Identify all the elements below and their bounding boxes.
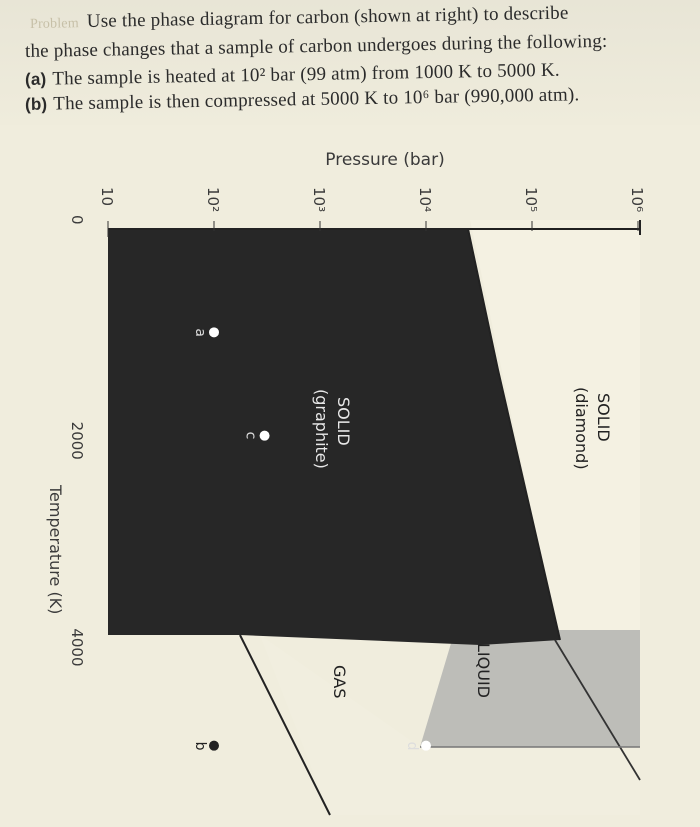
problem-line-1 — [30, 3, 569, 34]
pressure-tick-label: 10⁴ — [416, 187, 434, 213]
label-graphite-line2: (graphite) — [312, 389, 331, 469]
temperature-tick-label: 2000 — [68, 421, 86, 460]
label-liquid-text: LIQUID — [474, 643, 493, 698]
state-point-label-b: b — [192, 741, 208, 751]
pressure-tick-label: 10⁶ — [628, 187, 646, 213]
state-point-label-c: c — [242, 431, 259, 440]
label-gas — [330, 665, 349, 699]
label-diamond-line1: SOLID — [594, 393, 613, 442]
state-point-c — [260, 431, 270, 441]
temperature-axis-label: Temperature (K) — [46, 485, 65, 615]
pressure-axis-label: Pressure (bar) — [325, 150, 445, 170]
state-point-label-d: d — [404, 741, 420, 751]
label-liquid — [474, 643, 493, 698]
part-b-label: (b) — [24, 94, 48, 114]
pressure-tick-label: 10² — [204, 187, 222, 213]
pressure-tick-label: 10⁵ — [522, 187, 540, 213]
phase-diagram-svg — [0, 125, 700, 827]
state-point-d — [421, 741, 431, 751]
part-b-text: The sample is then compressed at 5000 K to 10⁶ bar (990,000 atm). — [53, 84, 580, 115]
problem-line-1-text: Use the phase diagram for carbon (shown at right) to describe — [86, 2, 569, 33]
phase-diagram — [0, 125, 700, 827]
problem-statement — [0, 0, 700, 125]
label-gas-text: GAS — [330, 665, 349, 699]
temperature-tick-label: 4000 — [68, 628, 86, 667]
state-point-label-a: a — [192, 328, 208, 337]
pressure-tick-label: 10³ — [310, 187, 328, 213]
problem-tag: Problem — [29, 16, 79, 32]
part-a-label: (a) — [24, 69, 47, 89]
label-graphite-line1: SOLID — [334, 397, 353, 446]
temperature-tick-label: 0 — [68, 215, 86, 225]
state-point-b — [209, 741, 219, 751]
part-a-text: The sample is heated at 10² bar (99 atm) from 1000 K to 5000 K. — [52, 59, 560, 90]
label-diamond-line2: (diamond) — [572, 387, 591, 470]
state-point-a — [209, 327, 219, 337]
pressure-tick-label: 10 — [98, 187, 116, 207]
liquid-region — [420, 630, 640, 747]
problem-line-2: the phase changes that a sample of carbon undergoes during the following: — [24, 30, 608, 62]
